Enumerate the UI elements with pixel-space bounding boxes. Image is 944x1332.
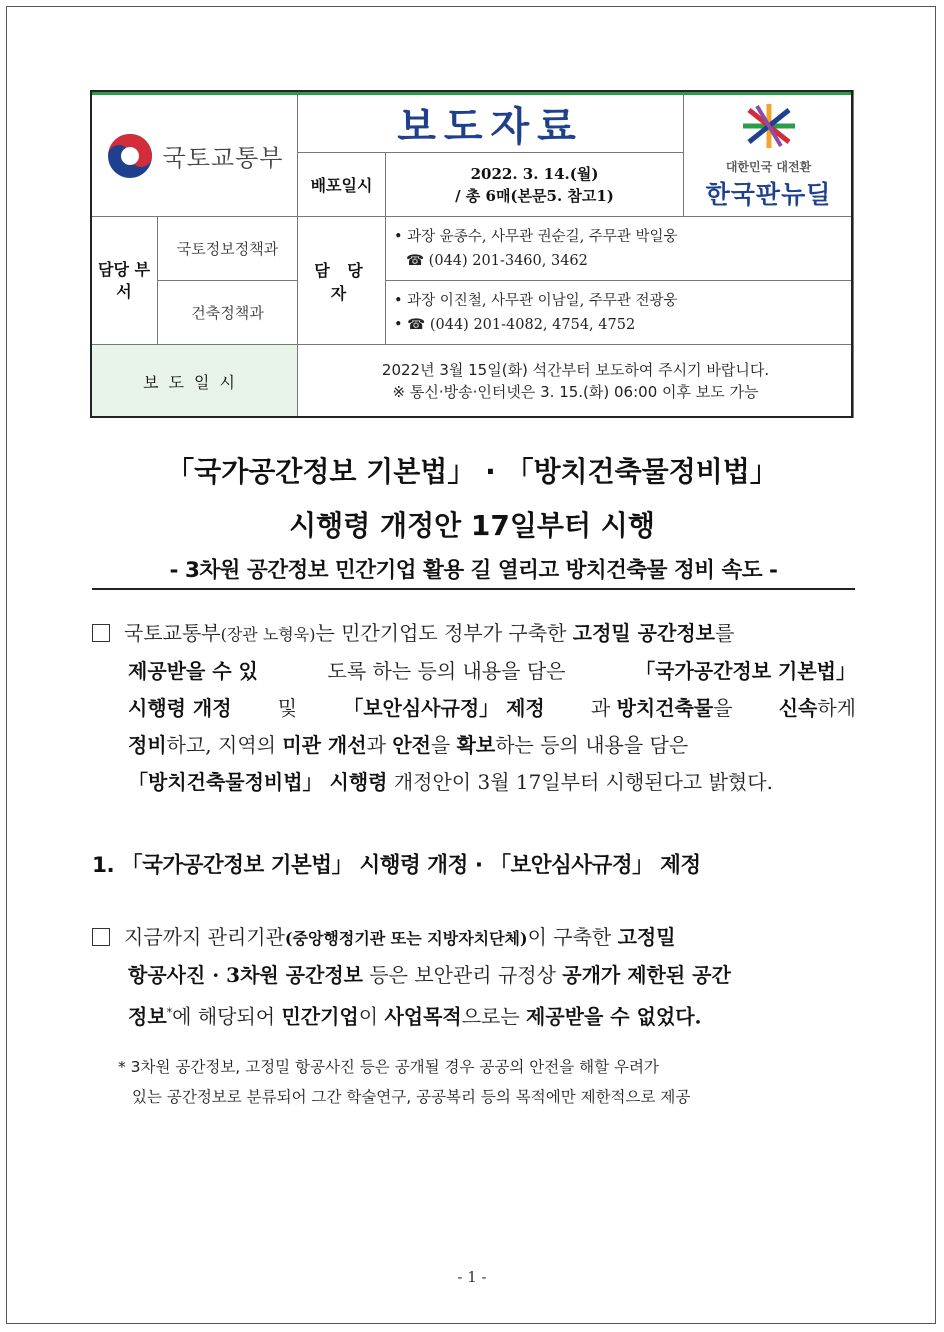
p1-line-2 <box>92 653 856 690</box>
p1-text-9: 과 <box>366 733 393 757</box>
footnote-line-2: 있는 공간정보로 분류되어 그간 학술연구, 공공복리 등의 목적에만 제한적으로 제공 <box>132 1088 691 1106</box>
korean-new-deal-logo <box>684 93 854 217</box>
p2-text-6: 으로는 <box>461 1004 527 1029</box>
headline-line-1: 「국가공간정보 기본법」 · 「방치건축물정비법」 <box>166 455 778 488</box>
p1-bold-1: 고정밀 공간정보 <box>572 621 715 645</box>
p2-text-2: 이 구축한 <box>527 925 618 949</box>
p1-bold-2: 제공받을 수 있 <box>128 659 258 683</box>
new-deal-star-icon <box>729 100 809 152</box>
p2-line-1 <box>92 919 856 957</box>
p2-bold-4: 공개가 제한된 공간 <box>562 963 731 987</box>
contact-cell-1 <box>386 217 854 281</box>
p2-bold-5: 정보 <box>128 1004 167 1029</box>
p1-line-5 <box>92 764 856 801</box>
ministry-name: 국토교통부 <box>162 144 284 172</box>
p1-bold-11: 확보 <box>456 733 496 757</box>
contact-1-phone: ☎ (044) 201-3460, 3462 <box>406 252 588 269</box>
p1-minister: (장관 노형욱) <box>220 625 316 644</box>
p1-bold-6: 방치건축물 <box>616 696 714 720</box>
distribution-date-cell <box>386 153 684 217</box>
p1-text-2: 를 <box>714 621 735 645</box>
footnote-line-1: * 3차원 공간정보, 고정밀 항공사진 등은 공개될 경우 공공의 안전을 해할 우려가 <box>118 1058 659 1076</box>
p1-text-12: 개정안이 3월 17일부터 시행된다고 밝혔다. <box>387 770 773 794</box>
release-label: 보도일시 <box>91 345 298 418</box>
press-release-title: 보도자료 <box>298 93 684 153</box>
p2-bold-3: 항공사진 · 3차원 공간정보 <box>128 963 363 987</box>
section-1-title: 1. 「국가공간정보 기본법」 시행령 개정 · 「보안심사규정」 제정 <box>92 853 701 878</box>
distribution-date: 2022. 3. 14.(월) <box>470 164 599 183</box>
p1-text-7: 하게 <box>817 696 856 720</box>
p1-text-1: 는 민간기업도 정부가 구축한 <box>315 621 573 645</box>
checkbox-bullet-icon <box>92 624 110 642</box>
p1-text-8: 하고, 지역의 <box>166 733 283 757</box>
p2-text-4: 에 해당되어 <box>172 1004 282 1029</box>
release-line-1: 2022년 3월 15일(화) 석간부터 보도하여 주시기 바랍니다. <box>381 361 770 379</box>
paragraph-1 <box>92 615 856 801</box>
p1-text-4: 및 <box>277 696 298 720</box>
p1-text-10: 을 <box>430 733 457 757</box>
release-text-cell <box>298 345 854 418</box>
contact-2-names: • 과장 이진철, 사무관 이남일, 주무관 전광웅 <box>394 292 678 309</box>
p1-bold-10: 안전 <box>392 733 431 757</box>
contact-cell-2 <box>386 281 854 345</box>
p2-bold-8: 제공받을 수 없었다. <box>526 1004 702 1029</box>
dept-name-2: 건축정책과 <box>158 281 298 345</box>
p2-line-2 <box>92 957 856 994</box>
p1-text-11: 하는 등의 내용을 담은 <box>495 733 689 757</box>
p1-bold-3: 「국가공간정보 기본법」 <box>635 659 856 683</box>
p2-bold-6: 민간기업 <box>281 1004 359 1029</box>
p2-bold-7: 사업목적 <box>384 1004 462 1029</box>
footnote-marker: * <box>166 1006 173 1019</box>
p2-line-3 <box>92 994 856 1036</box>
dept-name-1: 국토정보정책과 <box>158 217 298 281</box>
contact-2-phone: • ☎ (044) 201-4082, 4754, 4752 <box>394 316 636 333</box>
contact-label: 담 당 자 <box>298 217 386 345</box>
press-release-header <box>90 90 854 418</box>
checkbox-bullet-icon <box>92 928 110 946</box>
page-number: - 1 - <box>457 1268 487 1286</box>
p2-bold-2: 고정밀 <box>617 925 676 949</box>
ministry-logo-cell <box>91 93 298 217</box>
taegeuk-icon <box>105 131 155 181</box>
p1-bold-9: 미관 개선 <box>282 733 367 757</box>
p1-bold-12: 「방치건축물정비법」 시행령 <box>128 770 388 794</box>
p2-text-3: 등은 보안관리 규정상 <box>362 963 563 987</box>
new-deal-title: 한국판뉴딜 <box>705 180 832 209</box>
p1-line-1 <box>92 615 856 653</box>
release-line-2: ※ 통신·방송·인터넷은 3. 15.(화) 06:00 이후 보도 가능 <box>392 383 759 401</box>
p1-bold-7: 신속 <box>778 696 818 720</box>
p2-text-5: 이 <box>358 1004 385 1029</box>
p1-bold-4: 시행령 개정 <box>128 696 232 720</box>
headline-line-2: 시행령 개정안 17일부터 시행 <box>289 509 655 542</box>
p1-line-3 <box>92 690 856 727</box>
headline-subtitle: - 3차원 공간정보 민간기업 활용 길 열리고 방치건축물 정비 속도 - <box>92 553 855 590</box>
p1-bold-5: 「보안심사규정」 제정 <box>343 696 545 720</box>
distribution-pages: / 총 6매(본문5. 참고1) <box>455 186 614 205</box>
ministry-logo <box>91 131 297 181</box>
p2-text-1: 지금까지 관리기관 <box>124 925 285 949</box>
p2-bold-1: (중앙행정기관 또는 지방자치단체) <box>284 929 528 948</box>
p1-text-5: 과 <box>590 696 617 720</box>
dept-label: 담당 부서 <box>91 217 158 345</box>
p1-ministry: 국토교통부 <box>124 621 221 645</box>
p1-line-4 <box>92 727 856 764</box>
p1-text-6: 을 <box>713 696 733 720</box>
footnote <box>118 1052 856 1112</box>
p1-bold-8: 정비 <box>128 733 167 757</box>
distribution-label: 배포일시 <box>298 153 386 217</box>
paragraph-2 <box>92 919 856 1036</box>
p1-text-3: 도록 하는 등의 내용을 담은 <box>327 659 566 683</box>
contact-1-names: • 과장 윤종수, 사무관 권순길, 주무관 박일웅 <box>394 228 678 245</box>
new-deal-slogan: 대한민국 대전환 <box>725 160 812 174</box>
